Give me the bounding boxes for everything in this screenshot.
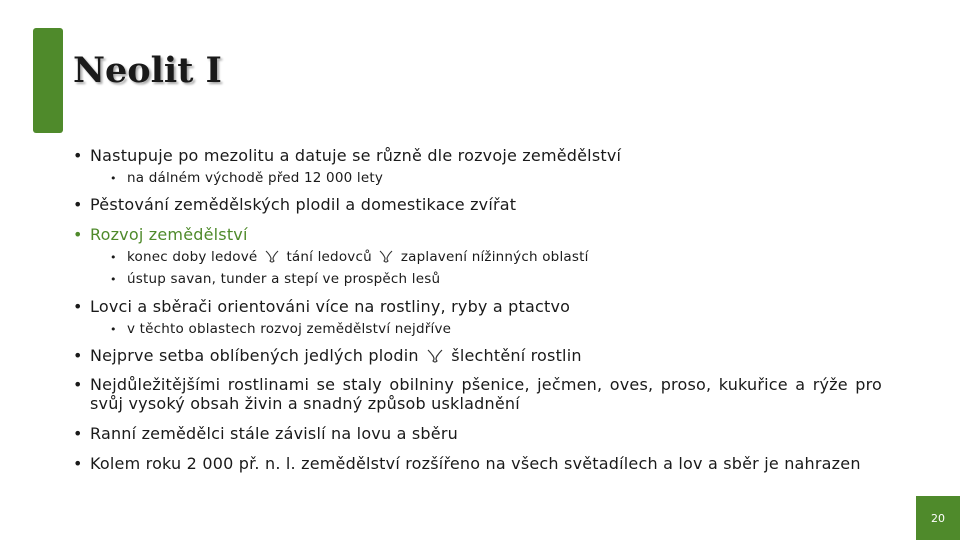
page-number-text: 20 — [931, 511, 945, 525]
title-accent-bar — [33, 28, 63, 133]
bullet-item — [72, 375, 882, 413]
page-number — [916, 496, 960, 540]
bullet-text: Nejprve setba oblíbených jedlých plodin — [90, 346, 419, 365]
sub-bullet-text: ústup savan, tunder a stepí ve prospěch lesů — [127, 271, 441, 287]
bullet-item — [72, 424, 882, 443]
sub-bullet-text: na dálném východě před 12 000 lety — [127, 170, 384, 186]
bullet-item — [72, 195, 882, 214]
bullet-item — [72, 454, 882, 473]
arrow-icon — [427, 349, 443, 363]
sub-bullet-item — [72, 170, 882, 187]
bullet-text: Nejdůležitějšími rostlinami se staly obilniny pšenice, ječmen, oves, proso, kukuřice a rýže pro svůj vysoký obsah živin a snadný způsob uskladnění — [90, 375, 882, 413]
sub-bullet-item — [72, 271, 882, 288]
bullet-list — [72, 146, 882, 473]
sub-bullet-text: v těchto oblastech rozvoj zemědělství nejdříve — [127, 321, 452, 337]
bullet-text: šlechtění rostlin — [451, 346, 582, 365]
sub-bullet-text: tání ledovců — [286, 249, 372, 265]
bullet-item — [72, 297, 882, 316]
slide-title: Neolit I — [73, 50, 222, 91]
bullet-text: Ranní zemědělci stále závislí na lovu a sběru — [90, 424, 458, 443]
bullet-text: Rozvoj zemědělství — [90, 225, 248, 244]
bullet-item — [72, 146, 882, 165]
sub-bullet-item — [72, 321, 882, 338]
bullet-text: Pěstování zemědělských plodil a domestikace zvířat — [90, 195, 517, 214]
sub-bullet-item — [72, 249, 882, 266]
arrow-icon — [379, 250, 393, 263]
bullet-text: Nastupuje po mezolitu a datuje se různě dle rozvoje zemědělství — [90, 146, 622, 165]
bullet-item — [72, 225, 882, 244]
sub-bullet-text: konec doby ledové — [127, 249, 258, 265]
bullet-text: Kolem roku 2 000 př. n. l. zemědělství rozšířeno na všech světadílech a lov a sběr je nahrazen — [90, 454, 861, 473]
bullet-item — [72, 346, 882, 365]
arrow-icon — [265, 250, 279, 263]
sub-bullet-text: zaplavení nížinných oblastí — [400, 249, 589, 265]
bullet-text: Lovci a sběrači orientováni více na rostliny, ryby a ptactvo — [90, 297, 571, 316]
